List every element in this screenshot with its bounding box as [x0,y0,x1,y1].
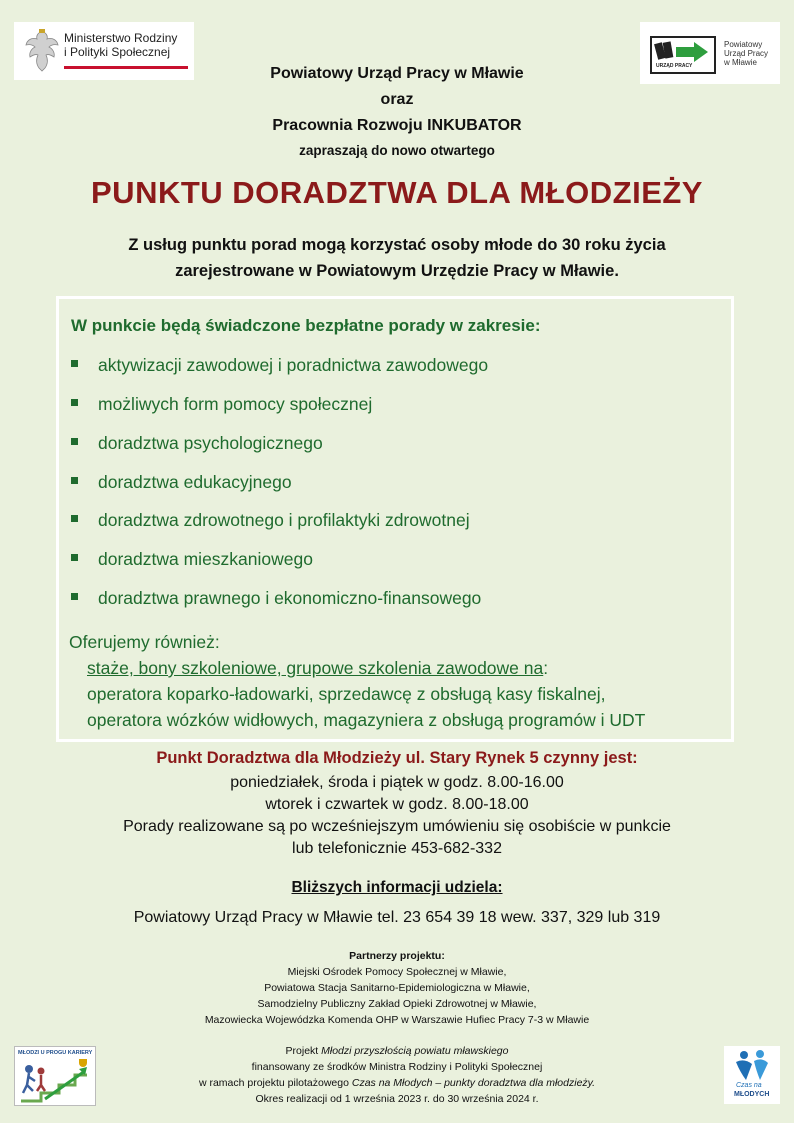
bullet-square-icon [71,554,78,561]
mlodzi-logo-text: MŁODZI U PROGU KARIERY [18,1050,93,1056]
pup-name-line-2: Urząd Pracy [724,49,769,58]
pilot-project-name: Czas na Młodych – punkty doradztwa dla młodzieży. [351,1077,596,1089]
service-item-label: doradztwa prawnego i ekonomiczno-finansowego [98,588,482,608]
hours-line-4: lub telefonicznie 453-682-332 [292,840,502,857]
lead-line-2: zarejestrowane w Powiatowym Urzędzie Pracy w Mławie. [175,262,619,280]
service-item-label: doradztwa zdrowotnego i profilaktyki zdrowotnej [98,510,470,530]
pup-name-line-3: w Mławie [724,58,757,67]
header-line-1: Powiatowy Urząd Pracy w Mławie [270,65,524,82]
offer-underlined: staże, bony szkoleniowe, grupowe szkolenia zawodowe na [87,658,544,678]
career-stairs-icon [15,1055,95,1105]
pup-name [724,40,768,67]
header-line-4: zapraszają do nowo otwartego [299,143,495,158]
czas-na-mlodych-logo [724,1046,780,1104]
service-item-label: doradztwa edukacyjnego [98,472,292,492]
service-item [71,510,470,531]
bullet-square-icon [71,477,78,484]
header-line-3: Pracownia Rozwoju INKUBATOR [272,117,522,134]
offer-line-2: operatora koparko-ładowarki, sprzedawcę z obsługą kasy fiskalnej, [87,684,606,704]
service-item [71,355,488,376]
hours-line-1: poniedziałek, środa i piątek w godz. 8.00-16.00 [230,774,564,791]
hours-line-2: wtorek i czwartek w godz. 8.00-18.00 [265,796,529,813]
partner-item: Mazowiecka Wojewódzka Komenda OHP w Warszawie Hufiec Pracy 7-3 w Mławie [204,1014,590,1026]
services-box [56,296,734,742]
service-item [71,394,372,415]
service-item [71,433,323,454]
project-line-2: finansowany ze środków Ministra Rodziny i Polityki Społecznej [251,1061,543,1073]
czas-na-text: Czas na [736,1082,762,1089]
partner-item: Powiatowa Stacja Sanitarno-Epidemiologiczna w Mławie, [264,982,530,994]
offer-colon: : [543,658,549,678]
service-item [71,588,481,609]
bullet-square-icon [71,515,78,522]
contact-line: Powiatowy Urząd Pracy w Mławie tel. 23 654 39 18 wew. 337, 329 lub 319 [133,909,661,926]
mlodych-text: MŁODYCH [734,1091,770,1098]
project-line-3-prefix: w ramach projektu pilotażowego [198,1077,352,1089]
people-figures-icon [724,1046,780,1086]
ministry-name-line-1: Ministerstwo Rodziny [64,31,178,45]
services-heading: W punkcie będą świadczone bezpłatne porady w zakresie: [71,316,541,335]
bullet-square-icon [71,360,78,367]
pup-badge-text: URZĄD PRACY [656,63,693,69]
project-name: Młodzi przyszłością powiatu mławskiego [321,1045,509,1057]
project-line-4: Okres realizacji od 1 września 2023 r. do 30 września 2024 r. [255,1093,539,1105]
contact-heading: Bliższych informacji udziela: [291,879,503,896]
hours-line-3: Porady realizowane są po wcześniejszym umówieniu się osobiście w punkcie [123,818,671,835]
service-item-label: aktywizacji zawodowej i poradnictwa zawodowego [98,355,489,375]
partner-item: Miejski Ośrodek Pomocy Społecznej w Mławie, [287,966,507,978]
pup-name-line-1: Powiatowy [724,40,763,49]
service-item [71,549,313,570]
project-line-3 [0,1077,794,1089]
service-item-label: doradztwa mieszkaniowego [98,549,313,569]
bullet-square-icon [71,399,78,406]
lead-line-1: Z usług punktu porad mogą korzystać osoby młode do 30 roku życia [128,236,666,254]
service-item-label: możliwych form pomocy społecznej [98,394,373,414]
ministry-name-line-2: i Polityki Społecznej [64,45,171,59]
ministry-name [64,31,177,59]
service-item-label: doradztwa psychologicznego [98,433,323,453]
bullet-square-icon [71,593,78,600]
partner-item: Samodzielny Publiczny Zakład Opieki Zdrowotnej w Mławie, [257,998,537,1010]
project-line-1 [0,1045,794,1057]
page-title: PUNKTU DORADZTWA DLA MŁODZIEŻY [91,175,703,210]
project-line-1-prefix: Projekt [285,1045,322,1057]
offer-line-1 [87,658,548,679]
header-line-2: oraz [380,91,414,108]
partners-heading: Partnerzy projektu: [349,950,445,962]
offer-line-3: operatora wózków widłowych, magazyniera z obsługą programów i UDT [87,710,646,730]
bullet-square-icon [71,438,78,445]
offer-intro: Oferujemy również: [69,632,220,652]
service-item [71,472,292,493]
mlodzi-logo [14,1046,96,1106]
hours-heading: Punkt Doradztwa dla Młodzieży ul. Stary Rynek 5 czynny jest: [156,749,638,767]
